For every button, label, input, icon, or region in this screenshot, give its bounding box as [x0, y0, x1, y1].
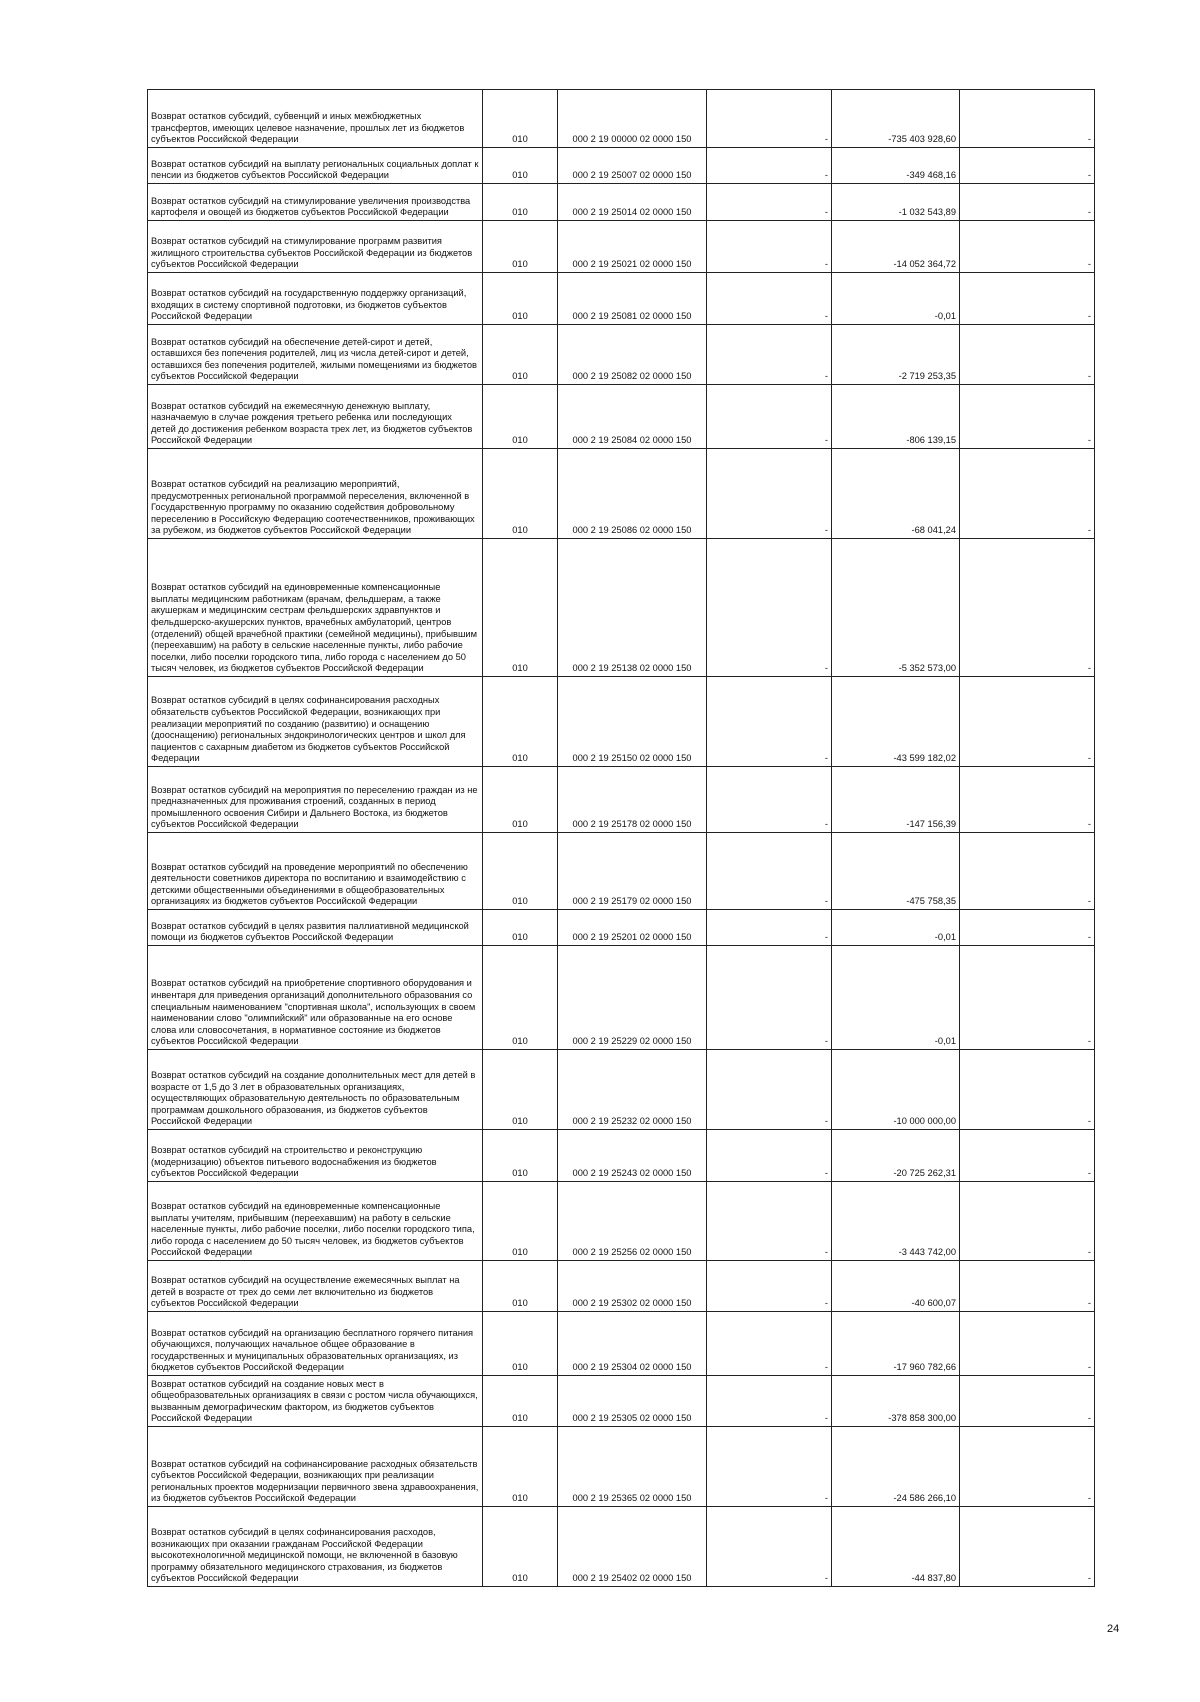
- row-amount: -68 041,24: [832, 449, 960, 539]
- row-tail: -: [960, 833, 1095, 910]
- row-name: Возврат остатков субсидий на софинансирование расходных обязательств субъектов Российской Федерации, возникающих при реализации региональных проектов модернизации первичного звена здравоохранения, из бюджетов субъектов Российской Федерации: [148, 1427, 483, 1507]
- table-row: [148, 1261, 1095, 1312]
- row-name: Возврат остатков субсидий на реализацию мероприятий, предусмотренных региональной программой переселения, включенной в Государственную программу по оказанию содействия добровольному переселению в Российскую Федерацию соотечественников, проживающих за рубежом, из бюджетов субъектов Российской Федерации: [148, 449, 483, 539]
- row-name: Возврат остатков субсидий в целях софинансирования расходных обязательств субъектов Российской Федерации, возникающих при реализации мероприятий по созданию (развитию) и оснащению (дооснащению) региональных эндокринологических центров и школ для пациентов с сахарным диабетом из бюджетов субъектов Российской Федерации: [148, 677, 483, 767]
- row-tail: -: [960, 184, 1095, 221]
- report-table: [147, 89, 1095, 1587]
- row-name: Возврат остатков субсидий на обеспечение детей-сирот и детей, оставшихся без попечения родителей, лиц из числа детей-сирот и детей, оставшихся без попечения родителей, жилыми помещениями из бюджетов субъектов Российской Федерации: [148, 325, 483, 385]
- row-mark: -: [707, 767, 832, 833]
- row-name: Возврат остатков субсидий на создание новых мест в общеобразовательных организациях в связи с ростом числа обучающихся, вызванным демографическим фактором, из бюджетов субъектов Российской Федерации: [148, 1376, 483, 1427]
- row-code: 010: [483, 1050, 558, 1130]
- row-mark: -: [707, 1130, 832, 1182]
- row-name: Возврат остатков субсидий на строительство и реконструкцию (модернизацию) объектов питьевого водоснабжения из бюджетов субъектов Российской Федерации: [148, 1130, 483, 1182]
- row-amount: -0,01: [832, 946, 960, 1050]
- row-amount: -44 837,80: [832, 1507, 960, 1587]
- row-tail: -: [960, 910, 1095, 946]
- row-tail: -: [960, 767, 1095, 833]
- row-mark: -: [707, 677, 832, 767]
- row-mark: -: [707, 221, 832, 273]
- row-code: 010: [483, 1130, 558, 1182]
- row-code: 010: [483, 148, 558, 184]
- row-tail: -: [960, 1376, 1095, 1427]
- row-code: 010: [483, 184, 558, 221]
- row-code: 010: [483, 539, 558, 677]
- row-code: 010: [483, 767, 558, 833]
- row-amount: -20 725 262,31: [832, 1130, 960, 1182]
- row-tail: -: [960, 273, 1095, 325]
- row-name: Возврат остатков субсидий на мероприятия по переселению граждан из не предназначенных для проживания строений, созданных в период промышленного освоения Сибири и Дальнего Востока, из бюджетов субъектов Российской Федерации: [148, 767, 483, 833]
- row-tail: -: [960, 325, 1095, 385]
- row-kbk: 000 2 19 25007 02 0000 150: [558, 148, 707, 184]
- row-kbk: 000 2 19 25402 02 0000 150: [558, 1507, 707, 1587]
- row-kbk: 000 2 19 00000 02 0000 150: [558, 90, 707, 148]
- row-mark: -: [707, 1050, 832, 1130]
- row-kbk: 000 2 19 25243 02 0000 150: [558, 1130, 707, 1182]
- row-mark: -: [707, 1182, 832, 1261]
- row-mark: -: [707, 184, 832, 221]
- table-row: [148, 1130, 1095, 1182]
- row-kbk: 000 2 19 25082 02 0000 150: [558, 325, 707, 385]
- row-kbk: 000 2 19 25178 02 0000 150: [558, 767, 707, 833]
- row-amount: -40 600,07: [832, 1261, 960, 1312]
- table-row: [148, 767, 1095, 833]
- row-amount: -3 443 742,00: [832, 1182, 960, 1261]
- row-code: 010: [483, 385, 558, 449]
- row-tail: -: [960, 1312, 1095, 1376]
- table-row: [148, 833, 1095, 910]
- row-amount: -2 719 253,35: [832, 325, 960, 385]
- row-mark: -: [707, 273, 832, 325]
- table-row: [148, 449, 1095, 539]
- table-row: [148, 90, 1095, 148]
- row-amount: -24 586 266,10: [832, 1427, 960, 1507]
- row-mark: -: [707, 385, 832, 449]
- row-kbk: 000 2 19 25014 02 0000 150: [558, 184, 707, 221]
- row-kbk: 000 2 19 25081 02 0000 150: [558, 273, 707, 325]
- table-row: [148, 539, 1095, 677]
- row-name: Возврат остатков субсидий, субвенций и иных межбюджетных трансфертов, имеющих целевое назначение, прошлых лет из бюджетов субъектов Российской Федерации: [148, 90, 483, 148]
- row-amount: -14 052 364,72: [832, 221, 960, 273]
- table-row: [148, 325, 1095, 385]
- row-amount: -43 599 182,02: [832, 677, 960, 767]
- row-amount: -1 032 543,89: [832, 184, 960, 221]
- table-row: [148, 1376, 1095, 1427]
- row-tail: -: [960, 385, 1095, 449]
- row-name: Возврат остатков субсидий на единовременные компенсационные выплаты медицинским работникам (врачам, фельдшерам, а также акушеркам и медицинским сестрам фельдшерских здравпунктов и фельдшерско-акушерских пунктов, врачебных амбулаторий, центров (отделений) общей врачебной практики (семейной медицины), прибывшим (переехавшим) на работу в сельские населенные пункты, либо рабочие поселки, либо поселки городского типа, либо города с населением до 50 тысяч человек, из бюджетов субъектов Российской Федерации: [148, 539, 483, 677]
- row-amount: -0,01: [832, 910, 960, 946]
- row-name: Возврат остатков субсидий на проведение мероприятий по обеспечению деятельности советников директора по воспитанию и взаимодействию с детскими общественными объединениями в общеобразовательных организациях из бюджетов субъектов Российской Федерации: [148, 833, 483, 910]
- row-code: 010: [483, 273, 558, 325]
- table-row: [148, 273, 1095, 325]
- row-name: Возврат остатков субсидий на выплату региональных социальных доплат к пенсии из бюджетов субъектов Российской Федерации: [148, 148, 483, 184]
- row-mark: -: [707, 1507, 832, 1587]
- row-code: 010: [483, 325, 558, 385]
- row-name: Возврат остатков субсидий в целях развития паллиативной медицинской помощи из бюджетов субъектов Российской Федерации: [148, 910, 483, 946]
- table-row: [148, 1312, 1095, 1376]
- row-kbk: 000 2 19 25305 02 0000 150: [558, 1376, 707, 1427]
- table-row: [148, 1427, 1095, 1507]
- row-amount: -0,01: [832, 273, 960, 325]
- row-mark: -: [707, 90, 832, 148]
- row-name: Возврат остатков субсидий на стимулирование программ развития жилищного строительства субъектов Российской Федерации из бюджетов субъектов Российской Федерации: [148, 221, 483, 273]
- row-mark: -: [707, 946, 832, 1050]
- row-amount: -349 468,16: [832, 148, 960, 184]
- row-kbk: 000 2 19 25256 02 0000 150: [558, 1182, 707, 1261]
- row-code: 010: [483, 1507, 558, 1587]
- row-mark: -: [707, 539, 832, 677]
- row-kbk: 000 2 19 25302 02 0000 150: [558, 1261, 707, 1312]
- row-name: Возврат остатков субсидий на государственную поддержку организаций, входящих в систему спортивной подготовки, из бюджетов субъектов Российской Федерации: [148, 273, 483, 325]
- row-name: Возврат остатков субсидий на единовременные компенсационные выплаты учителям, прибывшим (переехавшим) на работу в сельские населенные пункты, либо рабочие поселки, либо поселки городского типа, либо города с населением до 50 тысяч человек, из бюджетов субъектов Российской Федерации: [148, 1182, 483, 1261]
- table-row: [148, 1050, 1095, 1130]
- row-amount: -5 352 573,00: [832, 539, 960, 677]
- row-mark: -: [707, 148, 832, 184]
- row-tail: -: [960, 449, 1095, 539]
- row-tail: -: [960, 1427, 1095, 1507]
- row-mark: -: [707, 1261, 832, 1312]
- row-kbk: 000 2 19 25229 02 0000 150: [558, 946, 707, 1050]
- row-mark: -: [707, 833, 832, 910]
- row-kbk: 000 2 19 25150 02 0000 150: [558, 677, 707, 767]
- row-kbk: 000 2 19 25365 02 0000 150: [558, 1427, 707, 1507]
- table-row: [148, 1507, 1095, 1587]
- row-code: 010: [483, 677, 558, 767]
- row-mark: -: [707, 1376, 832, 1427]
- row-code: 010: [483, 90, 558, 148]
- row-kbk: 000 2 19 25201 02 0000 150: [558, 910, 707, 946]
- table-row: [148, 677, 1095, 767]
- row-kbk: 000 2 19 25179 02 0000 150: [558, 833, 707, 910]
- row-name: Возврат остатков субсидий на ежемесячную денежную выплату, назначаемую в случае рождения третьего ребенка или последующих детей до достижения ребенком возраста трех лет, из бюджетов субъектов Российской Федерации: [148, 385, 483, 449]
- row-name: Возврат остатков субсидий в целях софинансирования расходов, возникающих при оказании гражданам Российской Федерации высокотехнологичной медицинской помощи, не включенной в базовую программу обязательного медицинского страхования, из бюджетов субъектов Российской Федерации: [148, 1507, 483, 1587]
- row-tail: -: [960, 539, 1095, 677]
- row-code: 010: [483, 946, 558, 1050]
- report-rows: [148, 90, 1095, 1587]
- row-code: 010: [483, 910, 558, 946]
- page-number: 24: [1107, 1623, 1120, 1635]
- row-name: Возврат остатков субсидий на приобретение спортивного оборудования и инвентаря для приведения организаций дополнительного образования со специальным наименованием "спортивная школа", использующих в своем наименовании слово "олимпийский" или образованные на его основе слова или словосочетания, в нормативное состояние из бюджетов субъектов Российской Федерации: [148, 946, 483, 1050]
- row-amount: -806 139,15: [832, 385, 960, 449]
- row-code: 010: [483, 449, 558, 539]
- table-row: [148, 1182, 1095, 1261]
- row-tail: -: [960, 1507, 1095, 1587]
- row-tail: -: [960, 1182, 1095, 1261]
- row-mark: -: [707, 449, 832, 539]
- row-kbk: 000 2 19 25138 02 0000 150: [558, 539, 707, 677]
- row-name: Возврат остатков субсидий на организацию бесплатного горячего питания обучающихся, получающих начальное общее образование в государственных и муниципальных образовательных организациях, из бюджетов субъектов Российской Федерации: [148, 1312, 483, 1376]
- row-code: 010: [483, 1376, 558, 1427]
- row-kbk: 000 2 19 25304 02 0000 150: [558, 1312, 707, 1376]
- row-kbk: 000 2 19 25086 02 0000 150: [558, 449, 707, 539]
- row-code: 010: [483, 833, 558, 910]
- row-tail: -: [960, 148, 1095, 184]
- row-tail: -: [960, 1050, 1095, 1130]
- row-amount: -10 000 000,00: [832, 1050, 960, 1130]
- row-amount: -147 156,39: [832, 767, 960, 833]
- row-kbk: 000 2 19 25084 02 0000 150: [558, 385, 707, 449]
- row-mark: -: [707, 910, 832, 946]
- row-tail: -: [960, 946, 1095, 1050]
- table-row: [148, 221, 1095, 273]
- row-tail: -: [960, 1261, 1095, 1312]
- row-tail: -: [960, 221, 1095, 273]
- row-name: Возврат остатков субсидий на осуществление ежемесячных выплат на детей в возрасте от трех до семи лет включительно из бюджетов субъектов Российской Федерации: [148, 1261, 483, 1312]
- row-amount: -378 858 300,00: [832, 1376, 960, 1427]
- row-kbk: 000 2 19 25021 02 0000 150: [558, 221, 707, 273]
- row-tail: -: [960, 677, 1095, 767]
- row-code: 010: [483, 1312, 558, 1376]
- row-code: 010: [483, 1261, 558, 1312]
- row-kbk: 000 2 19 25232 02 0000 150: [558, 1050, 707, 1130]
- row-mark: -: [707, 325, 832, 385]
- row-amount: -735 403 928,60: [832, 90, 960, 148]
- row-mark: -: [707, 1312, 832, 1376]
- row-name: Возврат остатков субсидий на создание дополнительных мест для детей в возрасте от 1,5 до 3 лет в образовательных организациях, осуществляющих образовательную деятельность по образовательным программам дошкольного образования, из бюджетов субъектов Российской Федерации: [148, 1050, 483, 1130]
- table-row: [148, 184, 1095, 221]
- row-amount: -17 960 782,66: [832, 1312, 960, 1376]
- row-name: Возврат остатков субсидий на стимулирование увеличения производства картофеля и овощей из бюджетов субъектов Российской Федерации: [148, 184, 483, 221]
- row-tail: -: [960, 1130, 1095, 1182]
- row-code: 010: [483, 221, 558, 273]
- table-row: [148, 148, 1095, 184]
- row-mark: -: [707, 1427, 832, 1507]
- table-row: [148, 910, 1095, 946]
- row-amount: -475 758,35: [832, 833, 960, 910]
- row-code: 010: [483, 1427, 558, 1507]
- table-row: [148, 946, 1095, 1050]
- row-code: 010: [483, 1182, 558, 1261]
- table-row: [148, 385, 1095, 449]
- row-tail: -: [960, 90, 1095, 148]
